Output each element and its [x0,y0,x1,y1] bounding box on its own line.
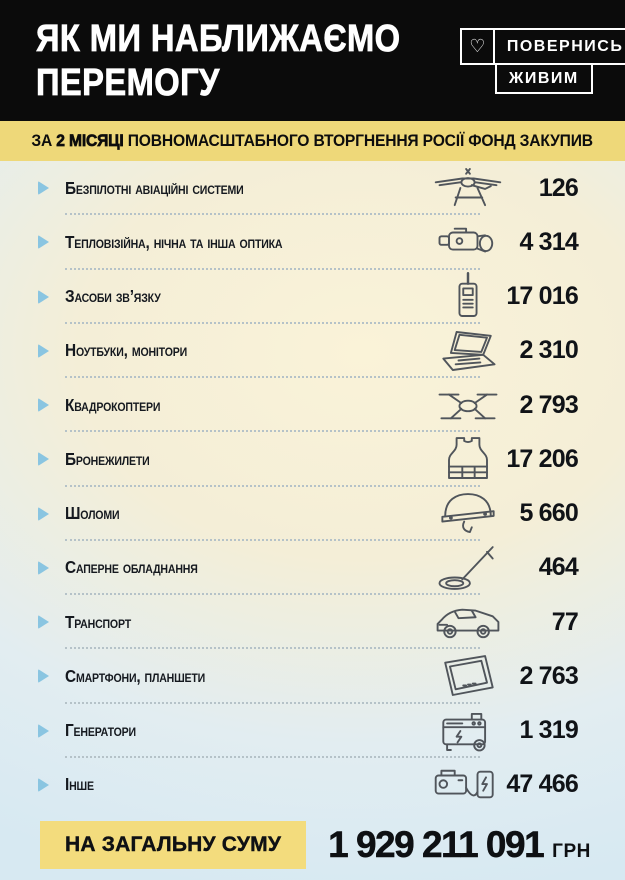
item-label: Безпілотні авіаційні системи [65,177,244,198]
subtitle-banner [0,121,625,161]
helmet-icon [428,488,508,540]
quadcopter-icon [428,379,508,431]
item-label: Засоби зв’язку [65,286,161,307]
item-label: Смартфони, планшети [65,665,206,686]
item-label: Ноутбуки, монітори [65,340,188,361]
item-label: Транспорт [65,611,131,632]
page-title-line1: ЯК МИ НАБЛИЖАЄМО [36,17,401,60]
subtitle-prefix: ЗА [31,131,57,150]
vehicle-icon [428,596,508,648]
laptop-icon [428,325,508,377]
item-label: Тепловізійна, нічна та інша оптика [65,231,283,252]
bullet-arrow-icon [38,669,49,683]
bullet-arrow-icon [38,452,49,466]
bullet-arrow-icon [38,235,49,249]
item-label: Інше [65,774,94,795]
list-item [0,649,625,703]
list-item [0,270,625,324]
item-count: 47 466 [506,770,578,799]
header [0,0,625,121]
purchases-list [0,161,625,812]
logo-word-bottom: ЖИВИМ [495,63,593,94]
item-label: Генератори [65,720,136,741]
item-label: Бронежилети [65,448,150,469]
bullet-arrow-icon [38,615,49,629]
list-item [0,215,625,269]
item-count: 5 660 [519,499,578,528]
bullet-arrow-icon [38,181,49,195]
subtitle-text [32,131,593,151]
bullet-arrow-icon [38,507,49,521]
list-item [0,758,625,812]
item-count: 17 016 [506,282,578,311]
subtitle-suffix: ПОВНОМАСШТАБНОГО ВТОРГНЕННЯ РОСІЇ ФОНД ЗАКУПИВ [123,131,594,150]
heart-icon: ♡ [462,30,495,63]
metal-detector-icon [428,542,508,594]
item-count: 1 319 [519,716,578,745]
list-item [0,378,625,432]
item-count: 464 [538,553,578,582]
radio-icon [428,271,508,323]
item-count: 4 314 [519,227,578,256]
total-amount-group [328,824,591,866]
logo-word-top: ПОВЕРНИСЬ [506,37,624,55]
bullet-arrow-icon [38,724,49,738]
tablet-icon [428,650,508,702]
bullet-arrow-icon [38,561,49,575]
bullet-arrow-icon [38,398,49,412]
item-label: Саперне обладнання [65,557,198,578]
page-title-line2: ПЕРЕМОГУ [36,61,220,104]
body-armor-icon [428,433,508,485]
item-count: 2 763 [519,661,578,690]
item-count: 17 206 [506,444,578,473]
total-amount: 1 929 211 091 [328,824,544,865]
item-count: 2 793 [519,390,578,419]
item-count: 126 [538,173,578,202]
list-item [0,541,625,595]
list-item [0,487,625,541]
page-title [36,17,401,105]
total-footer [0,821,625,869]
subtitle-bold: 2 МІСЯЦІ [56,131,124,150]
uav-icon [428,162,508,214]
list-item [0,324,625,378]
generator-icon [428,705,508,757]
thermal-optics-icon [428,216,508,268]
list-item [0,704,625,758]
bullet-arrow-icon [38,344,49,358]
item-count: 2 310 [519,336,578,365]
come-back-alive-logo [460,28,625,94]
item-count: 77 [551,607,578,636]
list-item [0,432,625,486]
item-label: Шоломи [65,503,120,524]
total-label-badge: НА ЗАГАЛЬНУ СУМУ [40,821,306,869]
logo-top-box [460,28,625,65]
rangefinder-powerbank-icon [428,759,508,811]
bullet-arrow-icon [38,778,49,792]
item-label: Квадрокоптери [65,394,161,415]
bullet-arrow-icon [38,290,49,304]
total-currency: ГРН [552,841,591,862]
list-item [0,595,625,649]
list-item [0,161,625,215]
